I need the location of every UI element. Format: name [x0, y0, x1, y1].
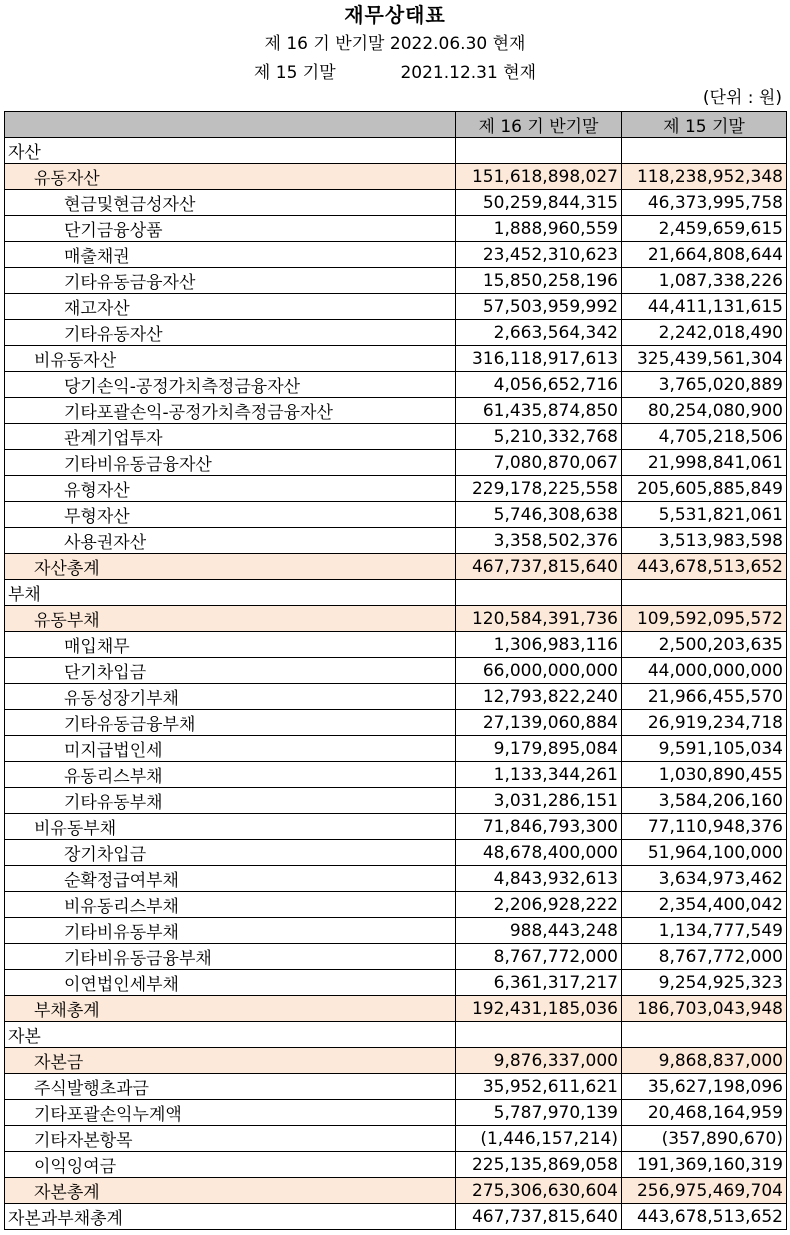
current-period-value: 61,435,874,850	[456, 398, 622, 424]
table-row	[5, 736, 787, 762]
prior-period-value: 9,591,105,034	[622, 736, 787, 762]
prior-period-value: 2,459,659,615	[622, 216, 787, 242]
balance-sheet-table	[4, 111, 787, 1230]
prior-period-value: 3,765,020,889	[622, 372, 787, 398]
prior-period-value: 3,634,973,462	[622, 866, 787, 892]
current-period-value: 1,888,960,559	[456, 216, 622, 242]
current-period-value: 2,663,564,342	[456, 320, 622, 346]
current-period-value: 48,678,400,000	[456, 840, 622, 866]
row-label: 기타포괄손익누계액	[5, 1100, 456, 1126]
table-row	[5, 294, 787, 320]
current-period-value: (1,446,157,214)	[456, 1126, 622, 1152]
row-label: 기타비유동금융자산	[5, 450, 456, 476]
prior-period-value: 205,605,885,849	[622, 476, 787, 502]
row-label: 당기손익-공정가치측정금융자산	[5, 372, 456, 398]
row-label: 기타유동금융부채	[5, 710, 456, 736]
prior-period-value: 443,678,513,652	[622, 554, 787, 580]
row-label: 매출채권	[5, 242, 456, 268]
row-label: 비유동부채	[5, 814, 456, 840]
row-label: 단기차입금	[5, 658, 456, 684]
prior-period-value: 21,966,455,570	[622, 684, 787, 710]
current-period-value: 8,767,772,000	[456, 944, 622, 970]
row-label: 미지급법인세	[5, 736, 456, 762]
prior-period-value: 186,703,043,948	[622, 996, 787, 1022]
table-row	[5, 788, 787, 814]
row-label: 단기금융상품	[5, 216, 456, 242]
table-row	[5, 762, 787, 788]
current-period-value	[456, 138, 622, 164]
row-label: 유동성장기부채	[5, 684, 456, 710]
current-period-value: 4,843,932,613	[456, 866, 622, 892]
prior-period-value: 2,354,400,042	[622, 892, 787, 918]
prior-period-value: 325,439,561,304	[622, 346, 787, 372]
prior-period-value: 4,705,218,506	[622, 424, 787, 450]
row-label: 자산	[5, 138, 456, 164]
statement-header	[0, 0, 790, 88]
table-row	[5, 554, 787, 580]
row-label: 매입채무	[5, 632, 456, 658]
table-row	[5, 658, 787, 684]
row-label: 유형자산	[5, 476, 456, 502]
current-period-value	[456, 1022, 622, 1048]
row-label: 유동부채	[5, 606, 456, 632]
table-row	[5, 372, 787, 398]
row-label: 유동리스부채	[5, 762, 456, 788]
prior-period-value: 5,531,821,061	[622, 502, 787, 528]
prior-period-value: 191,369,160,319	[622, 1152, 787, 1178]
table-row	[5, 190, 787, 216]
row-label: 자본과부채총계	[5, 1204, 456, 1230]
row-label: 주식발행초과금	[5, 1074, 456, 1100]
current-period-value: 988,443,248	[456, 918, 622, 944]
prior-period-value: 35,627,198,096	[622, 1074, 787, 1100]
prior-period-value: 1,030,890,455	[622, 762, 787, 788]
row-label: 기타비유동금융부채	[5, 944, 456, 970]
current-period-value: 5,746,308,638	[456, 502, 622, 528]
prior-period-value: 3,584,206,160	[622, 788, 787, 814]
table-row	[5, 580, 787, 606]
table-row	[5, 216, 787, 242]
table-row	[5, 944, 787, 970]
row-label: 기타포괄손익-공정가치측정금융자산	[5, 398, 456, 424]
statement-title: 재무상태표	[344, 3, 446, 27]
current-period-value: 66,000,000,000	[456, 658, 622, 684]
row-label: 관계기업투자	[5, 424, 456, 450]
current-period: 제 16 기 반기말 2022.06.30 현재	[264, 34, 526, 54]
current-period-value: 50,259,844,315	[456, 190, 622, 216]
table-row	[5, 424, 787, 450]
row-label: 기타비유동부채	[5, 918, 456, 944]
current-period-value: 192,431,185,036	[456, 996, 622, 1022]
prior-period-value: 9,868,837,000	[622, 1048, 787, 1074]
current-period-value: 3,358,502,376	[456, 528, 622, 554]
prior-period-value: 51,964,100,000	[622, 840, 787, 866]
table-row	[5, 1022, 787, 1048]
table-row	[5, 320, 787, 346]
prior-period-value: 80,254,080,900	[622, 398, 787, 424]
row-label: 무형자산	[5, 502, 456, 528]
header-label-cell	[5, 112, 456, 138]
current-period-value: 27,139,060,884	[456, 710, 622, 736]
table-row	[5, 502, 787, 528]
row-label: 기타자본항목	[5, 1126, 456, 1152]
prior-period-value: 9,254,925,323	[622, 970, 787, 996]
row-label: 비유동자산	[5, 346, 456, 372]
current-period-value: 9,179,895,084	[456, 736, 622, 762]
prior-period-value: 44,411,131,615	[622, 294, 787, 320]
prior-period-value: 443,678,513,652	[622, 1204, 787, 1230]
table-row	[5, 398, 787, 424]
table-row	[5, 450, 787, 476]
prior-period-value: (357,890,670)	[622, 1126, 787, 1152]
table-row	[5, 1048, 787, 1074]
current-period-value: 5,210,332,768	[456, 424, 622, 450]
current-period-value: 15,850,258,196	[456, 268, 622, 294]
row-label: 재고자산	[5, 294, 456, 320]
current-period-value: 7,080,870,067	[456, 450, 622, 476]
current-period-value: 1,306,983,116	[456, 632, 622, 658]
current-period-value: 225,135,869,058	[456, 1152, 622, 1178]
current-period-value: 5,787,970,139	[456, 1100, 622, 1126]
current-period-value: 9,876,337,000	[456, 1048, 622, 1074]
current-period-value	[456, 580, 622, 606]
current-period-value: 4,056,652,716	[456, 372, 622, 398]
table-row	[5, 918, 787, 944]
current-period-value: 71,846,793,300	[456, 814, 622, 840]
table-row	[5, 528, 787, 554]
table-row	[5, 1074, 787, 1100]
current-period-value: 35,952,611,621	[456, 1074, 622, 1100]
row-label: 사용권자산	[5, 528, 456, 554]
row-label: 기타유동자산	[5, 320, 456, 346]
row-label: 자본	[5, 1022, 456, 1048]
prior-period-value: 20,468,164,959	[622, 1100, 787, 1126]
table-body	[5, 138, 787, 1230]
prior-period: 제 15 기말 2021.12.31 현재	[253, 63, 537, 83]
unit-note: (단위 : 원)	[702, 88, 782, 108]
prior-period-value: 109,592,095,572	[622, 606, 787, 632]
table-row	[5, 606, 787, 632]
header-current-period: 제 16 기 반기말	[456, 112, 622, 138]
row-label: 비유동리스부채	[5, 892, 456, 918]
prior-period-value: 8,767,772,000	[622, 944, 787, 970]
row-label: 부채총계	[5, 996, 456, 1022]
table-row	[5, 632, 787, 658]
table-row	[5, 346, 787, 372]
prior-period-value: 1,087,338,226	[622, 268, 787, 294]
current-period-value: 151,618,898,027	[456, 164, 622, 190]
row-label: 유동자산	[5, 164, 456, 190]
prior-period-value: 2,242,018,490	[622, 320, 787, 346]
current-period-value: 467,737,815,640	[456, 1204, 622, 1230]
prior-period-value: 118,238,952,348	[622, 164, 787, 190]
prior-period-value: 256,975,469,704	[622, 1178, 787, 1204]
table-row	[5, 892, 787, 918]
current-period-value: 6,361,317,217	[456, 970, 622, 996]
row-label: 부채	[5, 580, 456, 606]
row-label: 자산총계	[5, 554, 456, 580]
current-period-value: 316,118,917,613	[456, 346, 622, 372]
row-label: 현금및현금성자산	[5, 190, 456, 216]
row-label: 순확정급여부채	[5, 866, 456, 892]
table-row	[5, 1204, 787, 1230]
prior-period-value: 46,373,995,758	[622, 190, 787, 216]
table-row	[5, 242, 787, 268]
prior-period-value	[622, 138, 787, 164]
table-row	[5, 138, 787, 164]
prior-period-value: 21,664,808,644	[622, 242, 787, 268]
prior-period-value: 1,134,777,549	[622, 918, 787, 944]
prior-period-value: 3,513,983,598	[622, 528, 787, 554]
table-header-row	[5, 112, 787, 138]
current-period-value: 57,503,959,992	[456, 294, 622, 320]
table-row	[5, 1152, 787, 1178]
table-row	[5, 840, 787, 866]
table-row	[5, 996, 787, 1022]
current-period-value: 1,133,344,261	[456, 762, 622, 788]
current-period-value: 467,737,815,640	[456, 554, 622, 580]
current-period-value: 3,031,286,151	[456, 788, 622, 814]
row-label: 기타유동금융자산	[5, 268, 456, 294]
table-row	[5, 476, 787, 502]
row-label: 이연법인세부채	[5, 970, 456, 996]
table-row	[5, 710, 787, 736]
header-prior-period: 제 15 기말	[622, 112, 787, 138]
table-row	[5, 1100, 787, 1126]
table-row	[5, 814, 787, 840]
row-label: 이익잉여금	[5, 1152, 456, 1178]
row-label: 기타유동부채	[5, 788, 456, 814]
prior-period-value: 77,110,948,376	[622, 814, 787, 840]
table-row	[5, 684, 787, 710]
current-period-value: 275,306,630,604	[456, 1178, 622, 1204]
row-label: 자본금	[5, 1048, 456, 1074]
prior-period-value: 26,919,234,718	[622, 710, 787, 736]
table-row	[5, 268, 787, 294]
prior-period-value: 2,500,203,635	[622, 632, 787, 658]
current-period-value: 120,584,391,736	[456, 606, 622, 632]
prior-period-value	[622, 1022, 787, 1048]
current-period-value: 23,452,310,623	[456, 242, 622, 268]
prior-period-value	[622, 580, 787, 606]
current-period-value: 2,206,928,222	[456, 892, 622, 918]
row-label: 장기차입금	[5, 840, 456, 866]
table-row	[5, 866, 787, 892]
table-row	[5, 970, 787, 996]
row-label: 자본총계	[5, 1178, 456, 1204]
table-row	[5, 1126, 787, 1152]
current-period-value: 229,178,225,558	[456, 476, 622, 502]
prior-period-value: 21,998,841,061	[622, 450, 787, 476]
table-row	[5, 1178, 787, 1204]
table-row	[5, 164, 787, 190]
current-period-value: 12,793,822,240	[456, 684, 622, 710]
prior-period-value: 44,000,000,000	[622, 658, 787, 684]
